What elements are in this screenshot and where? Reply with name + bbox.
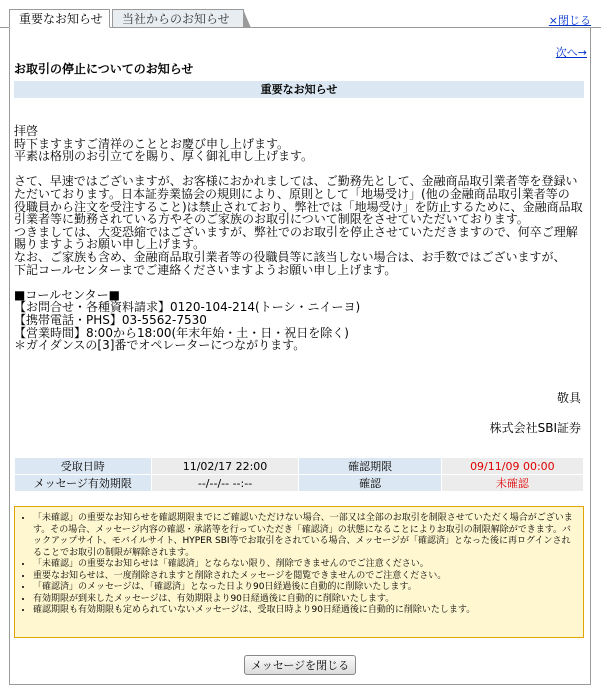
note-item: • 「未確認」の重要なお知らせは「確認済」とならない限り、削除できませんのでご注意ください。 bbox=[33, 559, 575, 571]
tab-bar bbox=[0, 0, 601, 28]
confirm-deadline-value: 09/11/09 00:00 bbox=[441, 458, 583, 475]
confirm-status: 未確認 bbox=[441, 475, 583, 492]
tab-company-notices[interactable]: 当社からのお知らせ bbox=[112, 9, 244, 27]
body-line: 【営業時間】8:00から18:00(年末年始・土・日・祝日を除く) bbox=[14, 325, 349, 340]
body-line: 賜りますようお願い申し上げます。 bbox=[14, 237, 206, 252]
note-item: • 有効期限が到来したメッセージは、有効期限より90日経過後に自動的に削除いたします。 bbox=[33, 594, 575, 606]
body-line: ただいております。日本証券業協会の規則により、原則として「地場受け」(他の金融商品取引業者等の bbox=[14, 186, 570, 201]
validity-value: --/--/-- --:-- bbox=[151, 475, 299, 492]
body-line: さて、早速ではございますが、お客様におかれましては、ご勤務先として、金融商品取引業者等を登録い bbox=[14, 174, 578, 189]
note-item: • 「未確認」の重要なお知らせを確認期限までにご確認いただけない場合、一部又は全部のお取引を制限させていただく場合がございます。その場合、メッセージ内容の確認・承諾等を行っていただき「確認済」の状態になることによりお取引の制限解除ができます。バックアップサイト、モバイルサイト、HYPER SBI等でお取引をされている場合、メッセージが「確認済」となった後に再ログインされることでお取引の制限が解除されます。 bbox=[33, 513, 575, 559]
note-item: • 確認期限も有効期限も定められていないメッセージは、受取日時より90日経過後に自動的に削除いたします。 bbox=[33, 605, 575, 617]
received-label: 受取日時 bbox=[15, 458, 152, 475]
body-line: 引業者等に勤務されている方やそのご家族のお取引について制限をさせていただいております。 bbox=[14, 212, 529, 227]
closing-word: 敬具 bbox=[556, 391, 581, 405]
notice-body bbox=[14, 125, 588, 352]
received-value: 11/02/17 22:00 bbox=[151, 458, 299, 475]
notice-title: お取引の停止についてのお知らせ bbox=[14, 62, 194, 76]
note-item: • 「確認済」のメッセージは、「確認済」となった日より90日経過後に自動的に削除いたします。 bbox=[33, 582, 575, 594]
confirm-label: 確認 bbox=[299, 475, 441, 492]
note-item: • 重要なお知らせは、一度削除されますと削除されたメッセージを閲覧できませんのでご注意ください。 bbox=[33, 571, 575, 583]
body-line: 時下ますますご清祥のこととお慶び申し上げます。 bbox=[14, 136, 290, 151]
body-line: 下記コールセンターまでご連絡くださいますようお願い申し上げます。 bbox=[14, 262, 397, 277]
body-line: 拝啓 bbox=[14, 124, 39, 138]
close-link[interactable]: ×閉じる bbox=[548, 14, 591, 27]
body-line: なお、ご家族も含め、金融商品取引業者等の役職員等に該当しない場合は、お手数ではございますが、 bbox=[14, 249, 566, 264]
body-line: 平素は格別のお引立てを賜り、厚く御礼申し上げます。 bbox=[14, 149, 314, 164]
body-line: つきましては、大変恐縮ではございますが、弊社でのお取引を停止させていただきますので、何卒ご理解 bbox=[14, 224, 578, 239]
company-name: 株式会社SBI証券 bbox=[489, 421, 581, 435]
next-link[interactable]: 次へ→ bbox=[555, 46, 587, 59]
notes-box bbox=[14, 506, 584, 638]
body-line: ＊ガイダンスの[3]番でオペレーターにつながります。 bbox=[14, 338, 306, 353]
tab-important-notices[interactable]: 重要なお知らせ bbox=[9, 9, 110, 28]
close-message-button[interactable]: メッセージを閉じる bbox=[244, 655, 356, 675]
body-line: ■コールセンター■ bbox=[14, 287, 120, 302]
notice-band: 重要なお知らせ bbox=[14, 81, 584, 98]
body-line: 役職員から注文を受注すること)は禁止されており、弊社では「地場受け」を防止するために、金融商品取 bbox=[14, 199, 583, 214]
body-line: 【お問合せ・各種資料請求】0120-104-214(トーシ・ニイーヨ) bbox=[14, 300, 361, 315]
confirm-deadline-label: 確認期限 bbox=[299, 458, 441, 475]
message-info-table bbox=[14, 457, 584, 492]
body-line: 【携帯電話・PHS】03-5562-7530 bbox=[14, 312, 207, 327]
validity-label: メッセージ有効期限 bbox=[15, 475, 152, 492]
